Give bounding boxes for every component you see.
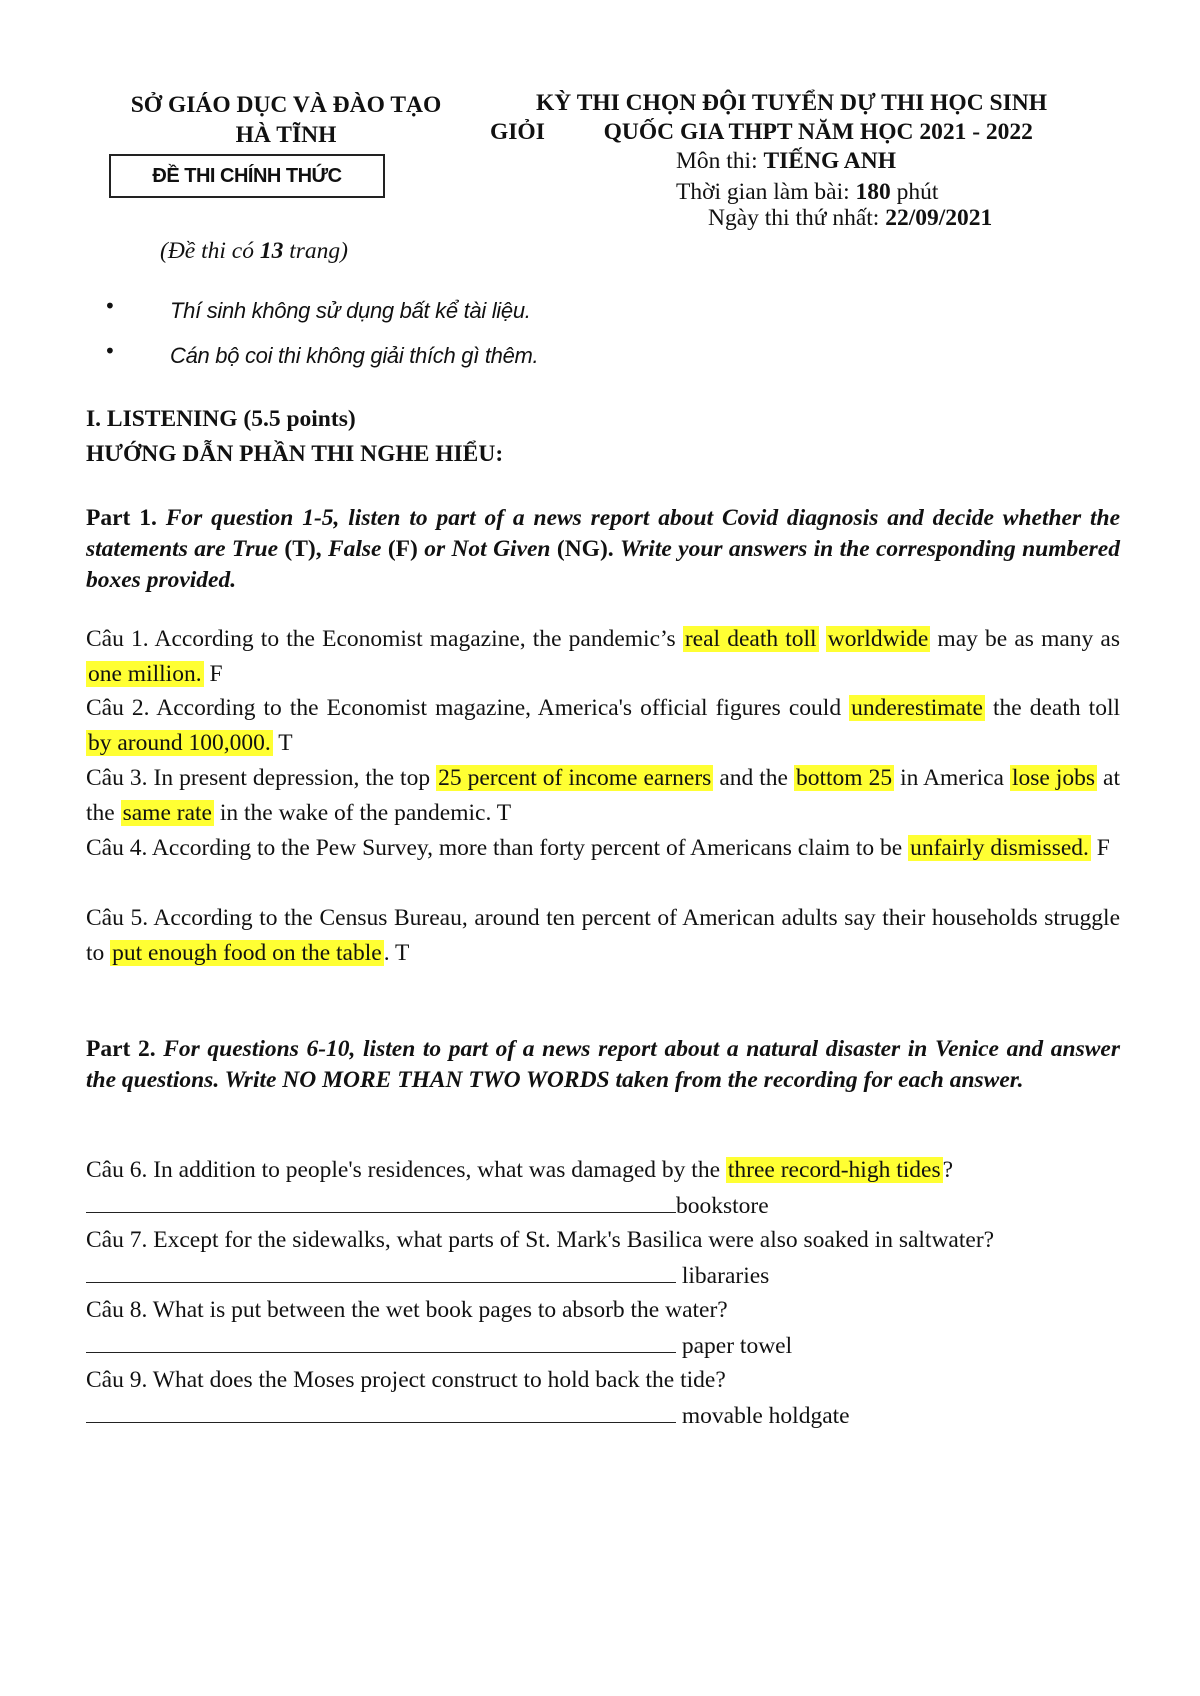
q6-answer: bookstore [676, 1193, 769, 1219]
highlight: same rate [122, 800, 212, 826]
date-label: Ngày thi thứ nhất: [708, 205, 886, 231]
highlight: worldwide [827, 626, 929, 652]
question-1 [86, 622, 1120, 692]
question-8: Câu 8. What is put between the wet book pages to absorb the water? [86, 1297, 728, 1323]
highlight: three record-high tides [727, 1157, 941, 1183]
organization-line-1: SỞ GIÁO DỤC VÀ ĐÀO TẠO [130, 92, 442, 118]
question-4 [86, 831, 1120, 866]
date-line [708, 203, 992, 233]
answer-line-9 [86, 1398, 1120, 1433]
official-exam-label: ĐỀ THI CHÍNH THỨC [152, 164, 342, 187]
official-exam-box [109, 154, 385, 198]
page-count-note [160, 236, 348, 266]
part1-text-2: (T), [284, 536, 328, 562]
answer-line-7 [86, 1258, 1120, 1293]
question-7: Câu 7. Except for the sidewalks, what parts of St. Mark's Basilica were also soaked in saltwater? [86, 1227, 995, 1253]
part2-text: For questions 6-10, listen to part of a news report about a natural disaster in Venice and answer the questions. Write NO MORE THAN TWO WORDS taken from the recording for each answer. [86, 1036, 1120, 1093]
q3-answer: in the wake of the pandemic. T [213, 800, 512, 826]
q5-text: Câu 5. According to the Census Bureau, around ten percent of American adults say their households struggle to [86, 905, 1120, 966]
answer-blank[interactable] [86, 1258, 676, 1283]
time-value: 180 [855, 179, 891, 205]
section-guide: HƯỚNG DẪN PHẦN THI NGHE HIỂU: [86, 441, 504, 467]
part1-text-3: False [327, 536, 388, 562]
subject-label: Môn thi: [676, 148, 764, 174]
answer-line-8 [86, 1328, 1120, 1363]
q1-text: may be as many as [930, 626, 1121, 652]
q3-text: at the [86, 765, 1120, 826]
q3-text: in America [894, 765, 1010, 791]
q1-answer: F [203, 661, 223, 687]
q4-text: Câu 4. According to the Pew Survey, more than forty percent of Americans claim to be [86, 835, 909, 861]
part2-label: Part 2. [86, 1036, 156, 1062]
page-count-suffix: trang) [283, 238, 348, 264]
time-unit: phút [890, 179, 939, 205]
q4-answer: F [1090, 835, 1110, 861]
q5-answer: . T [383, 940, 410, 966]
q3-text: Câu 3. In present depression, the top [86, 765, 437, 791]
question-5 [86, 901, 1120, 971]
q6-text: ? [942, 1157, 954, 1183]
highlight: by around 100,000. [88, 730, 271, 756]
question-9: Câu 9. What does the Moses project construct to hold back the tide? [86, 1367, 726, 1393]
part2-instruction [86, 1034, 1120, 1096]
page-count-prefix: (Đề thi có [160, 238, 260, 264]
q7-answer: libararies [676, 1263, 770, 1289]
part1-text-1: For question 1-5, listen to part of a news report about Covid diagnosis and decide whether the statements are True [86, 505, 1120, 562]
exam-title-line-2: GIỎI QUỐC GIA THPT NĂM HỌC 2021 - 2022 [490, 119, 1033, 145]
q2-text: the death toll [984, 695, 1121, 721]
bullet-icon: • [104, 294, 116, 318]
page-count: 13 [259, 238, 284, 264]
subject-value: TIẾNG ANH [763, 148, 897, 174]
answer-blank[interactable] [86, 1398, 676, 1423]
part1-text-6: (NG). [556, 536, 621, 562]
question-6 [86, 1153, 1120, 1187]
q6-text: Câu 6. In addition to people's residences, what was damaged by the [86, 1157, 726, 1183]
time-label: Thời gian làm bài: [676, 179, 856, 205]
highlight: bottom 25 [795, 765, 893, 791]
subject-line [676, 146, 896, 176]
rule-1: Thí sinh không sử dụng bất kể tài liệu. [170, 298, 531, 323]
bullet-icon: • [104, 339, 116, 363]
organization-header [86, 90, 486, 150]
q9-answer: movable holdgate [676, 1403, 850, 1429]
question-2 [86, 691, 1120, 761]
answer-blank[interactable] [86, 1188, 676, 1213]
highlight: underestimate [851, 695, 983, 721]
part1-text-4: (F) [387, 536, 425, 562]
q2-answer: T [272, 730, 293, 756]
part1-label: Part 1. [86, 505, 157, 531]
highlight: 25 percent of income earners [438, 765, 712, 791]
highlight: lose jobs [1011, 765, 1096, 791]
answer-line-6 [86, 1188, 1120, 1223]
q8-answer: paper towel [676, 1333, 793, 1359]
exam-title-line-1: KỲ THI CHỌN ĐỘI TUYỂN DỰ THI HỌC SINH [536, 90, 1047, 116]
highlight: unfairly dismissed. [910, 835, 1089, 861]
highlight: put enough food on the table [112, 940, 382, 966]
organization-line-2: HÀ TĨNH [235, 122, 337, 148]
answer-blank[interactable] [86, 1328, 676, 1353]
highlight: one million. [88, 661, 202, 687]
q3-text: and the [713, 765, 794, 791]
question-3 [86, 761, 1120, 831]
date-value: 22/09/2021 [885, 205, 993, 231]
highlight: real death toll [684, 626, 817, 652]
q1-text [819, 626, 826, 652]
part1-instruction [86, 503, 1120, 596]
q2-text: Câu 2. According to the Economist magazine, America's official figures could [86, 695, 850, 721]
rule-2: Cán bộ coi thi không giải thích gì thêm. [170, 343, 539, 368]
section-title: I. LISTENING (5.5 points) [86, 406, 356, 432]
part1-text-5: or Not Given [424, 536, 557, 562]
q1-text: Câu 1. According to the Economist magazine, the pandemic’s [86, 626, 683, 652]
part1-text-7: Write your answers in the corresponding numbered boxes provided. [86, 536, 1120, 593]
